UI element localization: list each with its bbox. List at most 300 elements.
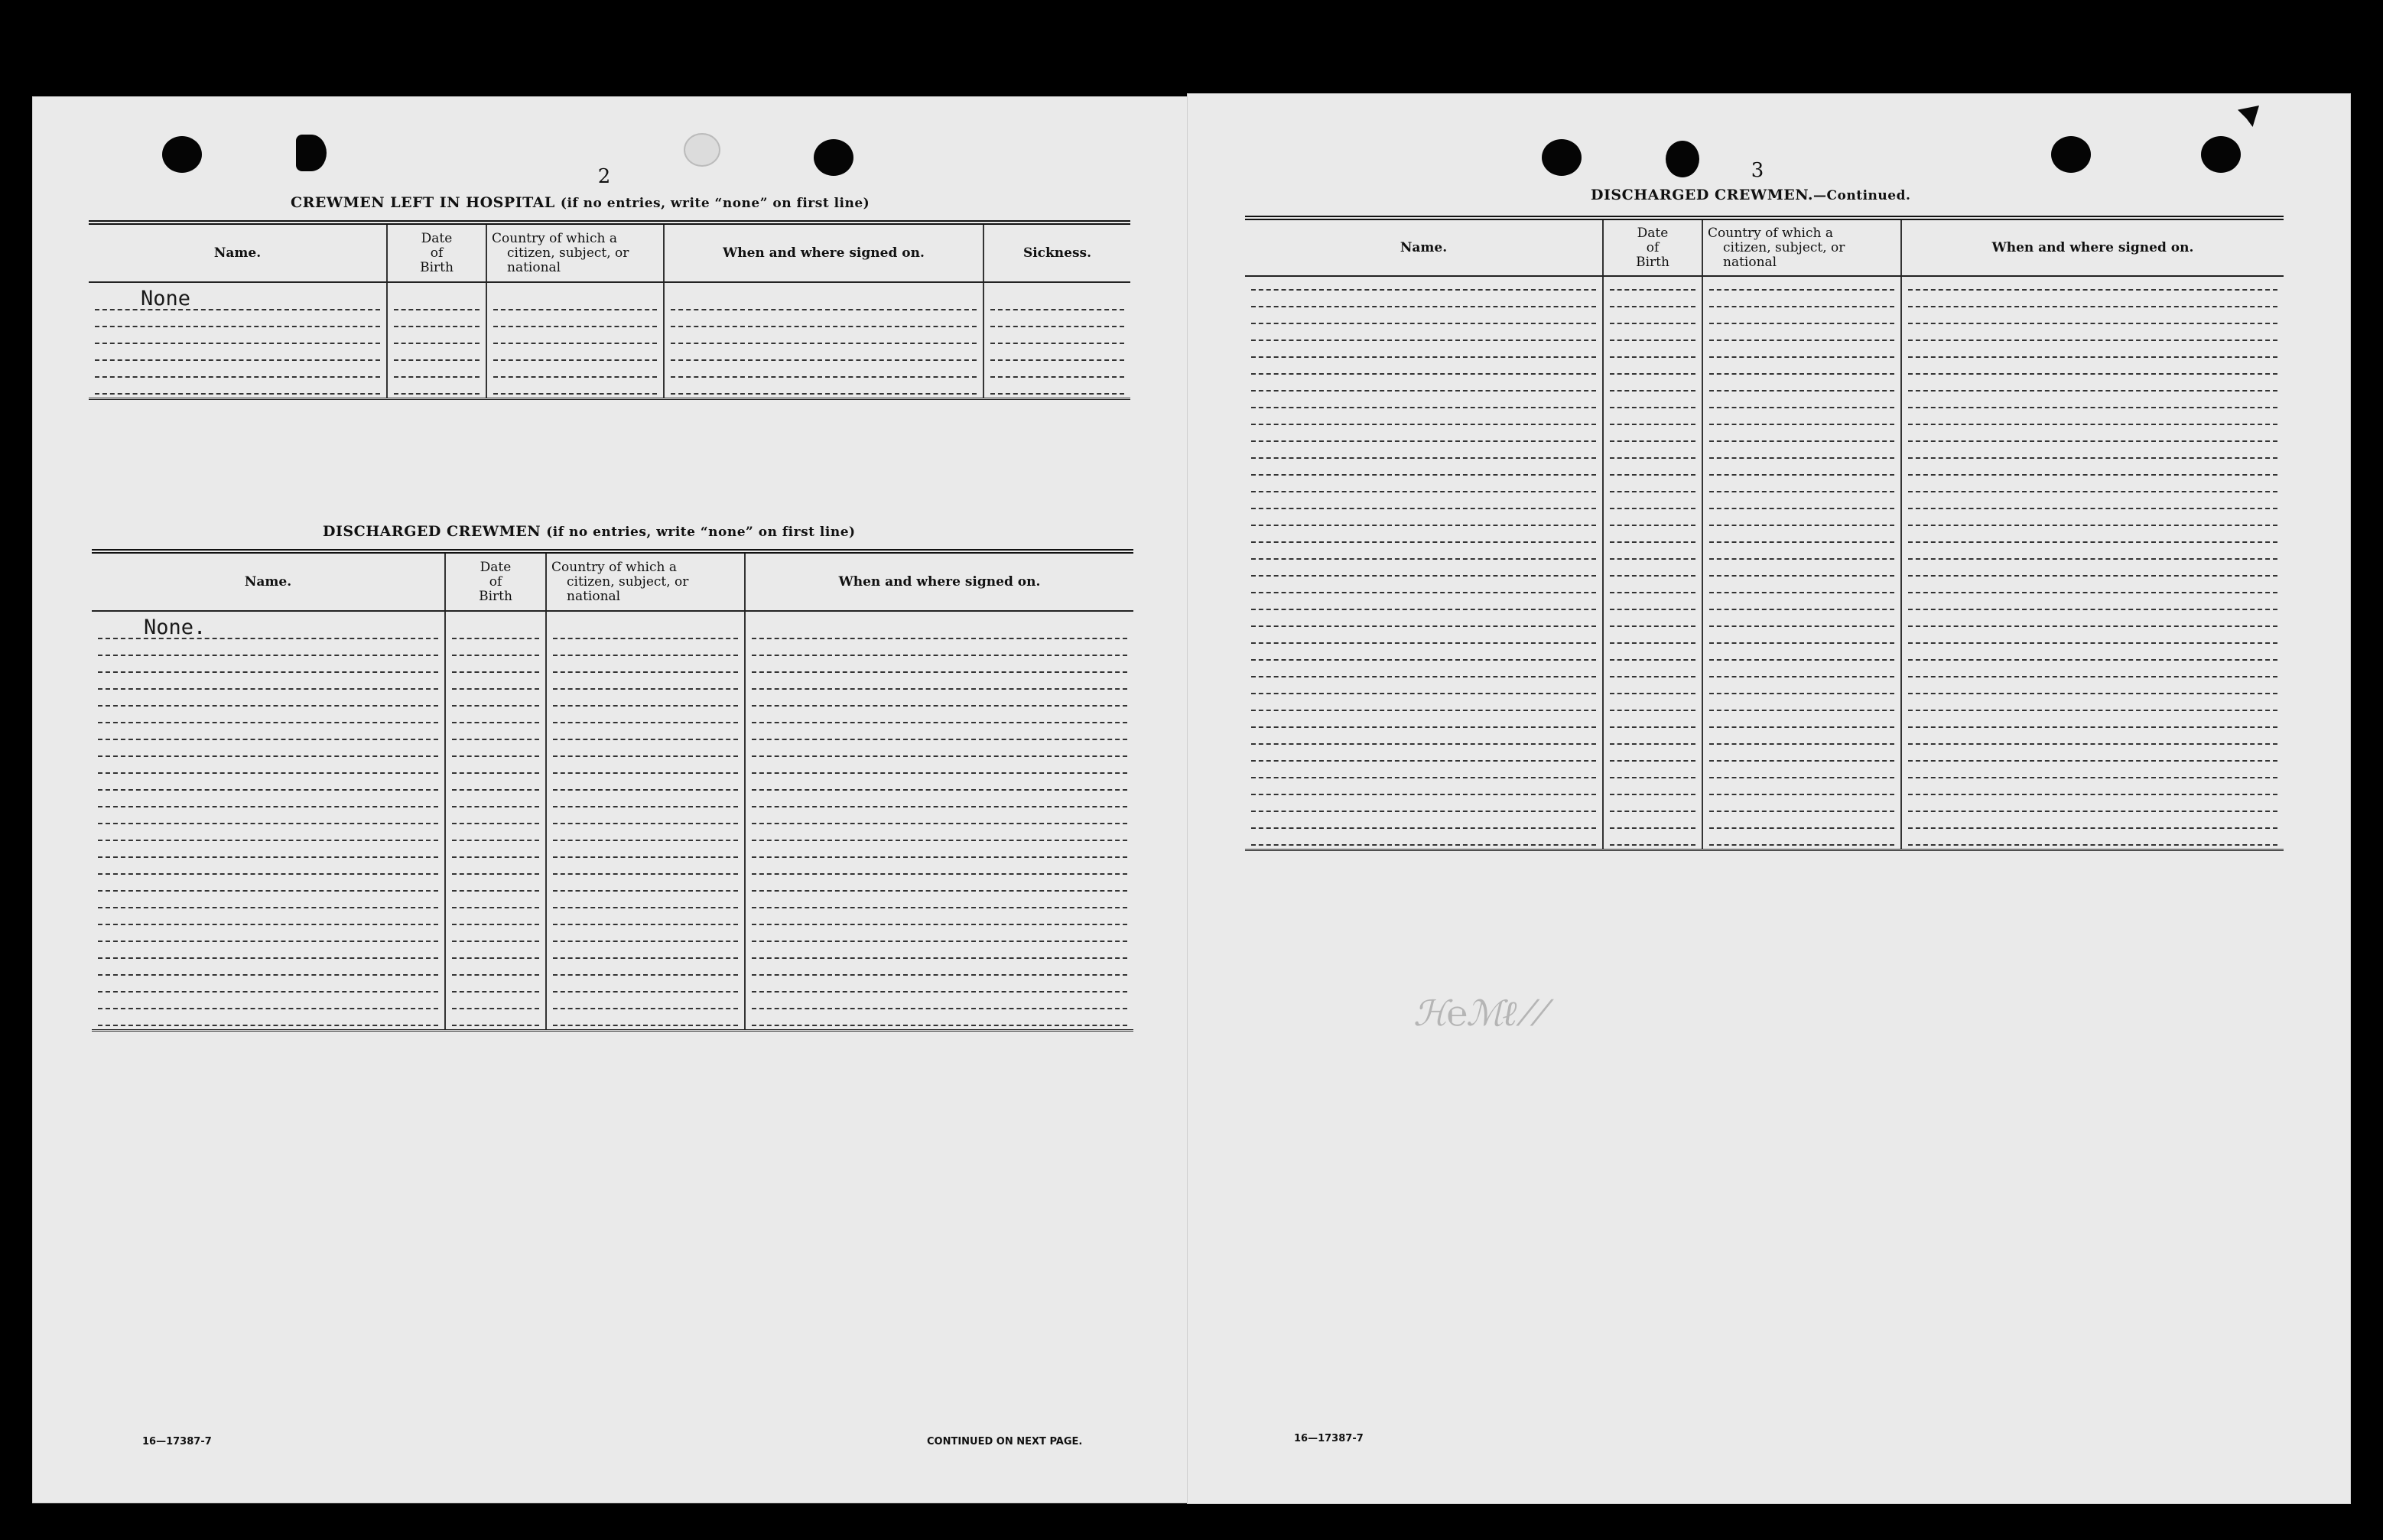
table-cell: [1901, 681, 2284, 697]
table-row: [92, 726, 1133, 743]
table-cell: [1702, 630, 1901, 647]
table-cell: [92, 726, 445, 743]
table-cell: [1901, 276, 2284, 294]
table-row: [89, 282, 1130, 314]
column-header-dob: Date of Birth: [445, 551, 546, 611]
table-cell: [745, 844, 1133, 861]
table-cell: [546, 676, 745, 693]
table-cell: [1245, 310, 1603, 327]
table-cell: [486, 347, 664, 364]
table-cell: [1603, 765, 1702, 781]
table-cell: [92, 979, 445, 996]
table-cell: [445, 1012, 546, 1031]
discharged-continued-title: DISCHARGED CREWMEN.—Continued.: [1591, 187, 1911, 203]
table-cell: [1702, 596, 1901, 613]
table-cell: [445, 642, 546, 659]
column-header-dob: Date of Birth: [1603, 218, 1702, 276]
table-cell: [1245, 276, 1603, 294]
table-cell: [1603, 563, 1702, 580]
table-cell: [445, 611, 546, 642]
table-row: [92, 777, 1133, 794]
column-header-name: Name.: [89, 223, 387, 282]
table-cell: [546, 895, 745, 911]
table-cell: [1901, 327, 2284, 344]
table-cell: [387, 347, 486, 364]
table-cell: [1603, 613, 1702, 630]
table-cell: [1603, 495, 1702, 512]
table-row: [1245, 361, 2284, 378]
table-cell: [92, 676, 445, 693]
table-row: [92, 1012, 1133, 1031]
table-cell: [546, 996, 745, 1012]
table-row: [92, 979, 1133, 996]
table-cell: [92, 996, 445, 1012]
table-cell: [1245, 832, 1603, 850]
table-cell: [745, 1012, 1133, 1031]
table-cell: [1603, 361, 1702, 378]
table-cell: [1245, 563, 1603, 580]
table-row: [1245, 798, 2284, 815]
table-cell: [1245, 294, 1603, 310]
table-cell: [92, 827, 445, 844]
table-cell: [1603, 647, 1702, 664]
table-cell: [1603, 395, 1702, 411]
left-page: [32, 96, 1201, 1503]
table-cell: [1901, 378, 2284, 395]
table-cell: [664, 282, 983, 314]
table-cell: [1603, 815, 1702, 832]
table-cell: [92, 693, 445, 710]
table-cell: [1702, 411, 1901, 428]
table-cell: [445, 895, 546, 911]
punch-hole: [814, 139, 853, 176]
table-row: [89, 314, 1130, 330]
table-cell: [546, 844, 745, 861]
table-cell: [1702, 798, 1901, 815]
table-cell: [486, 282, 664, 314]
table-cell: [445, 844, 546, 861]
table-cell: [1901, 344, 2284, 361]
table-cell: [1702, 613, 1901, 630]
table-cell: [92, 962, 445, 979]
table-cell: [1702, 664, 1901, 681]
table-cell: [1901, 445, 2284, 462]
table-row: [1245, 445, 2284, 462]
punch-hole: [684, 133, 720, 167]
table-cell: [546, 659, 745, 676]
table-cell: [1702, 832, 1901, 850]
table-cell: [92, 911, 445, 928]
table-cell: [1603, 596, 1702, 613]
table-cell: [1603, 748, 1702, 765]
table-cell: [1245, 630, 1603, 647]
table-cell: [1603, 294, 1702, 310]
table-cell: [1901, 765, 2284, 781]
table-cell: [546, 811, 745, 827]
column-header-country: Country of which a citizen, subject, or national: [1702, 218, 1901, 276]
table-cell: [546, 743, 745, 760]
table-cell: [1245, 512, 1603, 529]
punch-hole: [2051, 136, 2091, 173]
table-cell: [1901, 647, 2284, 664]
table-cell: [1702, 395, 1901, 411]
table-row: [1245, 815, 2284, 832]
table-row: [92, 911, 1133, 928]
table-cell: [445, 979, 546, 996]
table-cell: [445, 962, 546, 979]
table-cell: [745, 642, 1133, 659]
handwritten-entry: None: [141, 287, 191, 310]
table-cell: [1702, 378, 1901, 395]
table-cell: [1245, 428, 1603, 445]
table-cell: [1702, 765, 1901, 781]
table-cell: [1901, 462, 2284, 479]
table-row: [92, 962, 1133, 979]
column-header-country: Country of which a citizen, subject, or national: [486, 223, 664, 282]
table-cell: [546, 777, 745, 794]
column-header-sickness: Sickness.: [983, 223, 1130, 282]
table-cell: [89, 330, 387, 347]
table-cell: [546, 962, 745, 979]
table-cell: [1245, 378, 1603, 395]
table-row: [1245, 529, 2284, 546]
table-cell: [92, 794, 445, 811]
table-row: [89, 347, 1130, 364]
table-row: [89, 330, 1130, 347]
table-cell: [445, 794, 546, 811]
table-cell: [89, 282, 387, 314]
table-row: [92, 945, 1133, 962]
table-cell: [1901, 832, 2284, 850]
table-cell: [1702, 344, 1901, 361]
table-cell: [1245, 664, 1603, 681]
table-cell: [1245, 798, 1603, 815]
table-cell: [92, 777, 445, 794]
table-cell: [445, 777, 546, 794]
page-number: 2: [597, 165, 611, 188]
table-cell: [1245, 462, 1603, 479]
table-cell: [1245, 546, 1603, 563]
table-cell: [486, 330, 664, 347]
hospital-section-title: CREWMEN LEFT IN HOSPITAL (if no entries, write “none” on first line): [291, 194, 870, 211]
table-cell: [445, 710, 546, 726]
table-cell: [1603, 681, 1702, 697]
table-cell: [1702, 361, 1901, 378]
table-cell: [445, 878, 546, 895]
table-cell: [745, 895, 1133, 911]
page-number: 3: [1751, 159, 1764, 182]
table-cell: [745, 945, 1133, 962]
punch-hole: [296, 135, 327, 171]
table-cell: [1901, 563, 2284, 580]
table-cell: [546, 760, 745, 777]
table-row: [92, 659, 1133, 676]
table-cell: [745, 811, 1133, 827]
table-cell: [1245, 681, 1603, 697]
table-cell: [546, 693, 745, 710]
table-cell: [1702, 580, 1901, 596]
table-row: [92, 844, 1133, 861]
table-cell: [745, 928, 1133, 945]
table-row: [1245, 428, 2284, 445]
table-row: [1245, 395, 2284, 411]
table-cell: [387, 364, 486, 381]
table-cell: [546, 611, 745, 642]
table-cell: [546, 1012, 745, 1031]
table-cell: [546, 794, 745, 811]
column-header-signed-on: When and where signed on.: [1901, 218, 2284, 276]
table-cell: [89, 347, 387, 364]
table-cell: [1702, 546, 1901, 563]
table-cell: [1901, 580, 2284, 596]
table-row: [1245, 630, 2284, 647]
table-cell: [387, 381, 486, 399]
table-cell: [546, 979, 745, 996]
table-cell: [664, 381, 983, 399]
table-row: [1245, 479, 2284, 495]
table-cell: [1603, 411, 1702, 428]
table-cell: [89, 364, 387, 381]
table-row: [1245, 344, 2284, 361]
table-cell: [92, 878, 445, 895]
table-cell: [1702, 462, 1901, 479]
table-row: [1245, 411, 2284, 428]
table-cell: [92, 895, 445, 911]
table-cell: [1901, 495, 2284, 512]
table-cell: [983, 347, 1130, 364]
faint-handwriting: ℋ℮ℳℓ ⁄ ⁄: [1413, 993, 1544, 1034]
table-cell: [1603, 344, 1702, 361]
column-header-name: Name.: [1245, 218, 1603, 276]
table-row: [1245, 563, 2284, 580]
column-header-signed-on: When and where signed on.: [745, 551, 1133, 611]
table-cell: [1245, 647, 1603, 664]
table-row: [92, 928, 1133, 945]
table-cell: [1702, 748, 1901, 765]
table-cell: [983, 282, 1130, 314]
continued-note: CONTINUED ON NEXT PAGE.: [927, 1436, 1083, 1447]
table-cell: [1702, 445, 1901, 462]
table-cell: [1245, 765, 1603, 781]
table-cell: [92, 928, 445, 945]
table-cell: [1603, 529, 1702, 546]
table-cell: [664, 364, 983, 381]
table-cell: [1702, 781, 1901, 798]
table-cell: [546, 911, 745, 928]
table-row: [1245, 596, 2284, 613]
table-row: [92, 710, 1133, 726]
table-cell: [664, 347, 983, 364]
table-row: [1245, 664, 2284, 681]
table-cell: [1702, 731, 1901, 748]
table-row: [1245, 613, 2284, 630]
table-cell: [745, 777, 1133, 794]
table-cell: [92, 844, 445, 861]
table-cell: [745, 794, 1133, 811]
table-cell: [445, 726, 546, 743]
table-cell: [745, 726, 1133, 743]
form-number: 16—17387-7: [1294, 1433, 1364, 1444]
table-cell: [983, 381, 1130, 399]
table-row: [92, 743, 1133, 760]
table-cell: [1603, 714, 1702, 731]
right-page: [1187, 93, 2351, 1504]
table-cell: [1245, 781, 1603, 798]
table-cell: [445, 693, 546, 710]
table-cell: [745, 676, 1133, 693]
table-row: [1245, 832, 2284, 850]
table-cell: [983, 364, 1130, 381]
punch-hole: [1542, 139, 1582, 176]
table-cell: [387, 314, 486, 330]
table-cell: [1245, 495, 1603, 512]
table-cell: [1603, 445, 1702, 462]
table-cell: [1702, 697, 1901, 714]
table-cell: [445, 676, 546, 693]
table-cell: [1901, 731, 2284, 748]
table-cell: [1901, 546, 2284, 563]
table-cell: [1901, 697, 2284, 714]
table-cell: [745, 911, 1133, 928]
table-cell: [1901, 294, 2284, 310]
table-cell: [1901, 529, 2284, 546]
table-cell: [89, 314, 387, 330]
table-cell: [1702, 714, 1901, 731]
table-cell: [92, 611, 445, 642]
table-cell: [92, 710, 445, 726]
table-cell: [1245, 748, 1603, 765]
table-cell: [445, 760, 546, 777]
table-cell: [1901, 411, 2284, 428]
table-cell: [1245, 529, 1603, 546]
table-cell: [1702, 428, 1901, 445]
table-row: [1245, 495, 2284, 512]
table-cell: [1603, 428, 1702, 445]
table-cell: [983, 314, 1130, 330]
table-row: [92, 642, 1133, 659]
table-cell: [1603, 512, 1702, 529]
table-cell: [1603, 630, 1702, 647]
column-header-name: Name.: [92, 551, 445, 611]
table-cell: [745, 979, 1133, 996]
table-cell: [546, 827, 745, 844]
table-cell: [92, 659, 445, 676]
table-cell: [546, 861, 745, 878]
table-row: [1245, 731, 2284, 748]
table-cell: [1603, 479, 1702, 495]
table-cell: [745, 760, 1133, 777]
handwritten-entry: None.: [144, 616, 206, 639]
table-row: [92, 895, 1133, 911]
table-cell: [745, 962, 1133, 979]
table-cell: [445, 811, 546, 827]
table-cell: [745, 861, 1133, 878]
table-cell: [445, 945, 546, 962]
table-row: [1245, 714, 2284, 731]
table-cell: [1901, 479, 2284, 495]
table-cell: [1603, 378, 1702, 395]
table-cell: [92, 760, 445, 777]
table-cell: [1901, 630, 2284, 647]
table-cell: [92, 642, 445, 659]
table-cell: [1245, 714, 1603, 731]
table-row: [89, 364, 1130, 381]
table-cell: [1702, 327, 1901, 344]
table-cell: [1245, 344, 1603, 361]
table-cell: [983, 330, 1130, 347]
table-cell: [1901, 748, 2284, 765]
table-cell: [546, 928, 745, 945]
table-cell: [486, 381, 664, 399]
table-cell: [1702, 495, 1901, 512]
table-row: [1245, 681, 2284, 697]
table-cell: [1245, 479, 1603, 495]
form-number: 16—17387-7: [142, 1436, 212, 1447]
table-cell: [1245, 731, 1603, 748]
table-cell: [1901, 664, 2284, 681]
table-cell: [486, 314, 664, 330]
table-cell: [745, 611, 1133, 642]
discharged-crewmen-table: [92, 549, 1133, 1032]
discharged-section-title: DISCHARGED CREWMEN (if no entries, write “none” on first line): [323, 523, 856, 540]
table-cell: [92, 743, 445, 760]
table-row: [92, 996, 1133, 1012]
corner-tear: [2238, 106, 2259, 127]
table-row: [1245, 294, 2284, 310]
table-cell: [546, 878, 745, 895]
table-row: [1245, 647, 2284, 664]
table-cell: [89, 381, 387, 399]
punch-hole: [162, 136, 202, 173]
table-cell: [92, 945, 445, 962]
table-cell: [1603, 798, 1702, 815]
table-cell: [1245, 395, 1603, 411]
table-row: [1245, 765, 2284, 781]
table-cell: [1901, 596, 2284, 613]
table-cell: [1702, 512, 1901, 529]
table-cell: [745, 743, 1133, 760]
table-cell: [1901, 815, 2284, 832]
table-cell: [664, 330, 983, 347]
table-cell: [1901, 781, 2284, 798]
table-cell: [445, 861, 546, 878]
table-cell: [546, 945, 745, 962]
table-cell: [92, 861, 445, 878]
table-cell: [1603, 664, 1702, 681]
table-row: [1245, 327, 2284, 344]
table-cell: [1901, 714, 2284, 731]
column-header-signed-on: When and where signed on.: [664, 223, 983, 282]
table-cell: [486, 364, 664, 381]
table-cell: [1603, 697, 1702, 714]
table-cell: [445, 996, 546, 1012]
table-row: [92, 794, 1133, 811]
table-cell: [445, 659, 546, 676]
table-cell: [745, 827, 1133, 844]
table-row: [1245, 310, 2284, 327]
column-header-dob: Date of Birth: [387, 223, 486, 282]
table-cell: [745, 659, 1133, 676]
table-cell: [745, 710, 1133, 726]
table-cell: [1603, 462, 1702, 479]
table-cell: [445, 827, 546, 844]
table-row: [1245, 546, 2284, 563]
table-cell: [1901, 361, 2284, 378]
table-row: [1245, 378, 2284, 395]
table-cell: [1702, 479, 1901, 495]
discharged-crewmen-continued-table: [1245, 216, 2284, 851]
table-cell: [546, 642, 745, 659]
